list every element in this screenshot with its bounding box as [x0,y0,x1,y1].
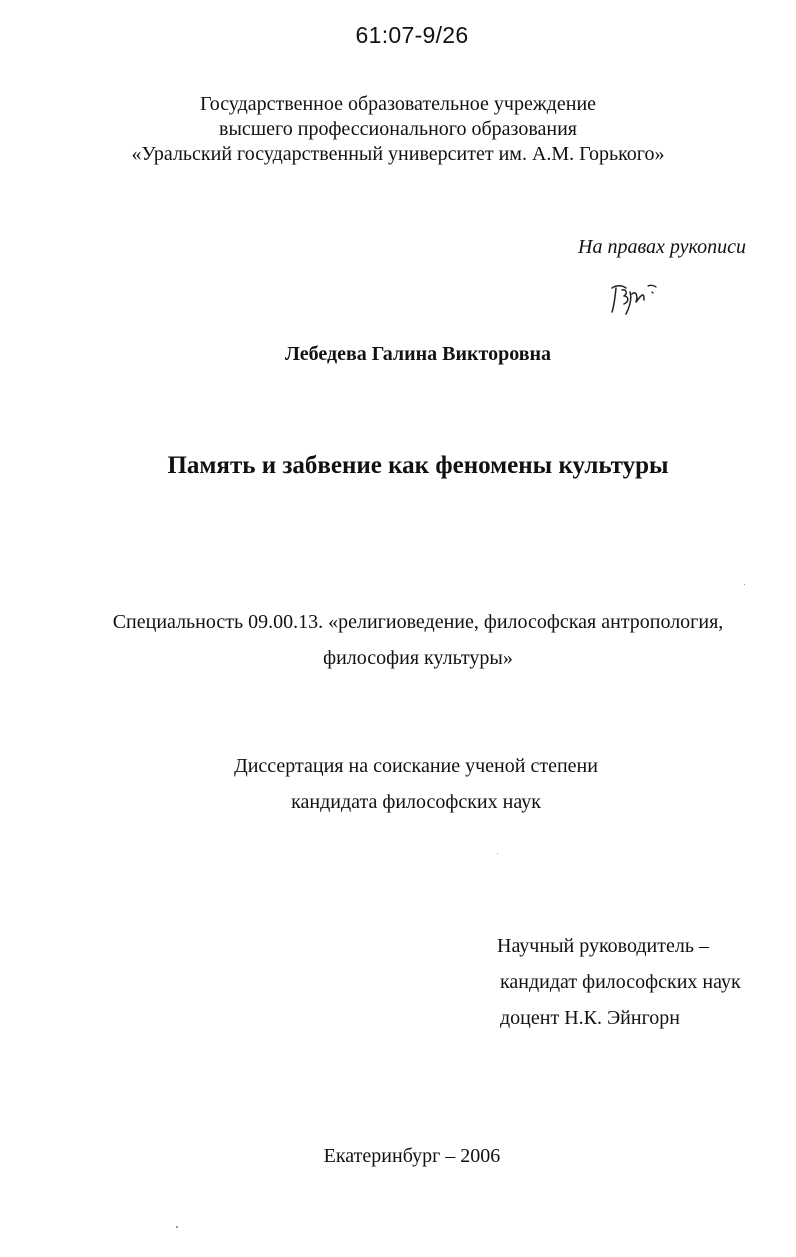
scan-speck [744,584,745,585]
catalog-code: 61:07-9/26 [355,22,469,48]
degree-line-2: кандидата философских наук [291,791,541,813]
specialty-line-2: философия культуры» [323,647,513,669]
scan-speck [176,1226,178,1228]
degree-line-1: Диссертация на соискание ученой степени [234,755,598,777]
scan-speck [497,853,498,854]
supervisor-line-2: кандидат философских наук [500,971,741,993]
institution-block [0,92,796,167]
institution-line-2: высшего профессионального образования [219,118,577,140]
dissertation-title: Память и забвение как феномены культуры [167,452,669,479]
supervisor-line-1: Научный руководитель – [497,935,709,957]
specialty-block [113,604,724,676]
handwritten-signature [602,276,674,320]
supervisor-line-3: доцент Н.К. Эйнгорн [500,1007,680,1029]
specialty-line-1: Специальность 09.00.13. «религиоведение, философская антропология, [112,611,724,633]
city-year: Екатеринбург – 2006 [323,1145,501,1167]
author-name: Лебедева Галина Викторовна [284,343,552,365]
institution-line-3: «Уральский государственный университет им. А.М. Горького» [131,143,665,165]
manuscript-note: На правах рукописи [578,236,746,258]
supervisor-block [497,928,741,1036]
institution-line-1: Государственное образовательное учреждение [199,93,597,115]
degree-block [234,748,598,820]
